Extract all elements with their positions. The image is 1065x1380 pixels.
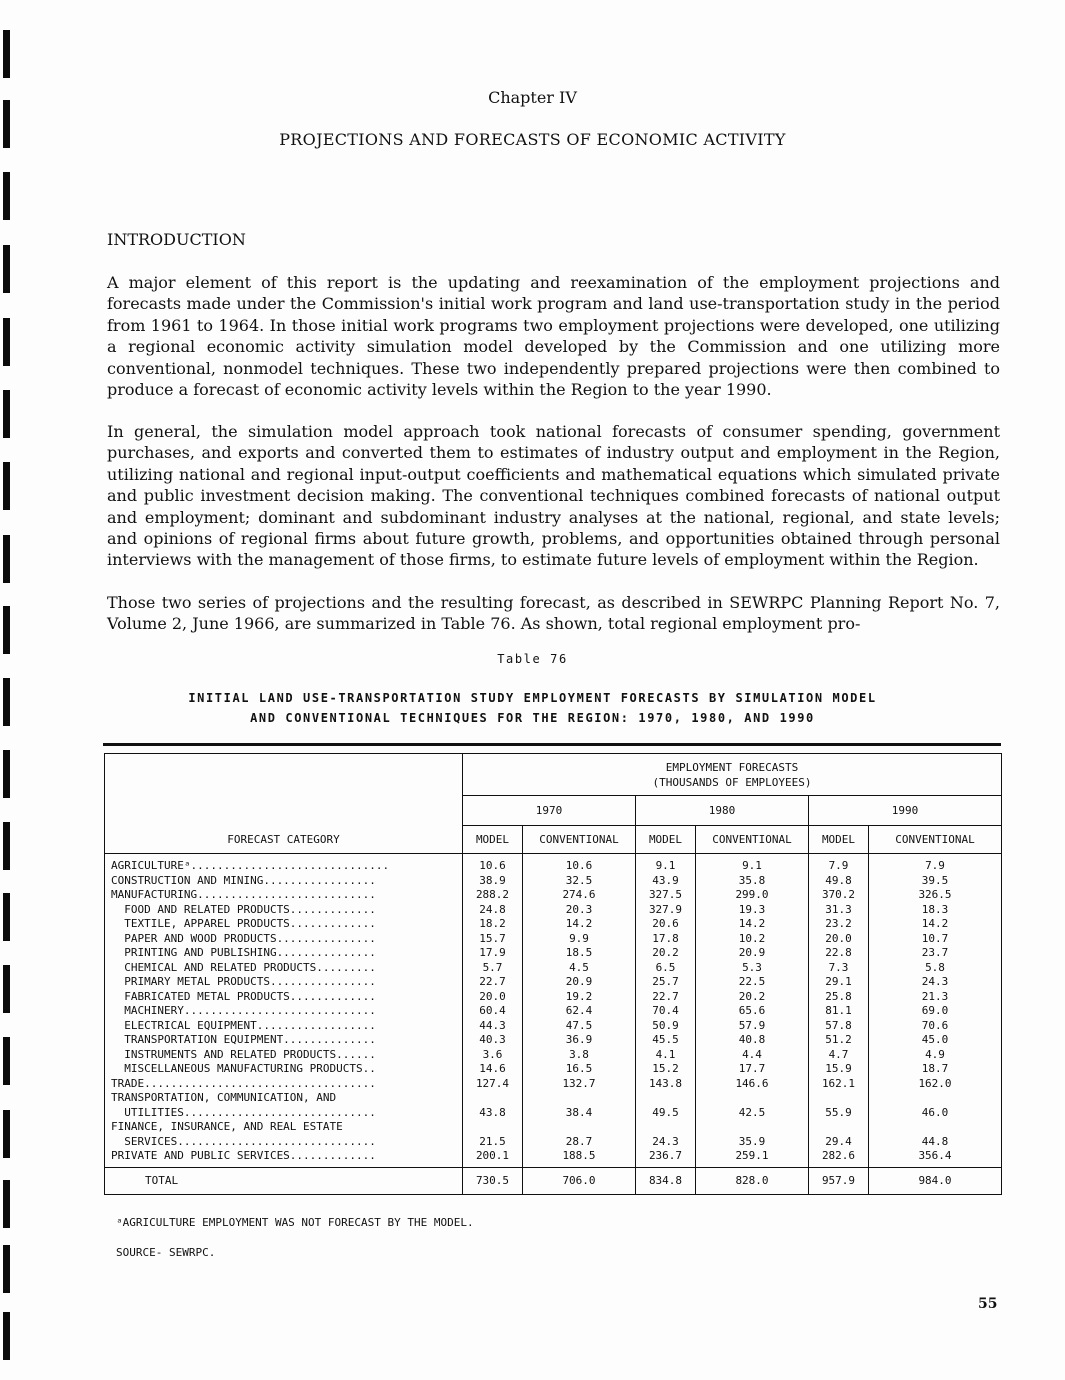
table-cell-line: 20.2 <box>652 946 679 959</box>
table-cell-line: 4.4 <box>742 1047 762 1061</box>
table-cell-line: 259.1 <box>735 1149 769 1162</box>
conventional-header: CONVENTIONAL <box>869 826 1002 854</box>
binder-mark <box>3 893 10 941</box>
binder-mark <box>3 1110 10 1158</box>
table-cell-line: 18.7 <box>921 1062 949 1075</box>
values-1990-model <box>809 854 869 1168</box>
table-cell-line: 327.5 <box>648 888 683 901</box>
binder-mark <box>3 245 10 293</box>
table-cell-line: 146.6 <box>735 1076 769 1090</box>
page-number: 55 <box>978 1296 998 1312</box>
table-cell-line: PRIVATE AND PUBLIC SERVICES............. <box>111 1149 376 1162</box>
table-cell-line: TRADE................................... <box>111 1076 376 1090</box>
binder-mark <box>3 822 10 870</box>
table-cell-line: 14.6 <box>479 1062 506 1075</box>
table-cell-line: 282.6 <box>821 1149 856 1162</box>
table-cell-line: PRIMARY METAL PRODUCTS................ <box>111 975 376 988</box>
table-cell-line <box>696 1091 808 1106</box>
table-cell-line: CONSTRUCTION AND MINING................. <box>111 873 376 887</box>
table-cell-line: FINANCE, INSURANCE, AND REAL ESTATE <box>111 1120 343 1133</box>
table-label: Table 76 <box>497 652 568 666</box>
table-cell-line: 15.9 <box>825 1062 852 1075</box>
table-cell-line: 16.5 <box>565 1062 593 1075</box>
table-cell-line: AGRICULTUREᵃ.............................. <box>111 859 390 872</box>
source-note: SOURCE- SEWRPC. <box>116 1246 216 1259</box>
table-cell-line: 57.8 <box>825 1018 852 1032</box>
paragraph: In general, the simulation model approach took national forecasts of consumer spending, government purchases, and exports and converted them to estimates of industry output and employment in the Region, utilizing national and regional input-output coefficients and mathematical equations which simulated private and public investment decision making. The conventional techniques combined forecasts of national output and employment; dominant and subdominant industry analyses at the national, regional, and state levels; and opinions of regional firms about future growth, problems, and opportunities obtained through personal interviews with the management of those firms, to estimate future levels of employment within the Region. <box>107 422 1000 570</box>
table-top-rule <box>103 743 1001 746</box>
table-cell-line <box>523 1091 635 1106</box>
value-lines <box>523 859 635 1164</box>
values-1980-conventional <box>696 854 809 1168</box>
table-cell-line: 29.4 <box>825 1134 852 1148</box>
table-cell-line: 44.3 <box>479 1018 506 1032</box>
table-cell-line: 35.9 <box>738 1134 766 1148</box>
total-value: 957.9 <box>809 1167 869 1194</box>
table-cell-line: 356.4 <box>918 1149 952 1162</box>
value-lines <box>869 859 1001 1164</box>
table-cell-line: 19.3 <box>738 902 766 916</box>
table-cell-line: 38.4 <box>565 1105 593 1119</box>
table-cell-line: 31.3 <box>825 902 852 916</box>
binder-mark <box>3 318 10 366</box>
table-cell-line: 47.5 <box>565 1018 593 1032</box>
table-cell-line: 24.3 <box>921 975 949 988</box>
table-cell-line: 21.3 <box>921 989 949 1003</box>
table-cell-line: 62.4 <box>565 1004 593 1017</box>
binder-mark <box>3 535 10 583</box>
value-lines <box>463 859 522 1164</box>
year-header-1970: 1970 <box>463 796 636 826</box>
binder-mark <box>3 462 10 510</box>
table-cell-line: 39.5 <box>921 873 949 887</box>
table-cell-line: TRANSPORTATION, COMMUNICATION, AND <box>111 1091 337 1104</box>
table-cell-line: 5.8 <box>925 960 945 974</box>
table-cell-line: 22.7 <box>652 989 679 1003</box>
table-cell-line: 40.3 <box>479 1033 506 1046</box>
total-value: 828.0 <box>696 1167 809 1194</box>
table-cell-line: 236.7 <box>648 1149 683 1162</box>
table-cell-line: 24.8 <box>479 902 506 916</box>
table-cell-line: 18.2 <box>479 917 506 930</box>
table-cell-line: 22.8 <box>825 946 852 959</box>
table-cell-line: 9.1 <box>742 859 762 872</box>
table-cell-line: 14.2 <box>921 917 949 930</box>
table-cell-line: 10.7 <box>921 931 949 945</box>
table-cell-line: 70.6 <box>921 1018 949 1032</box>
table-cell-line: 38.9 <box>479 873 506 887</box>
value-lines <box>696 859 808 1164</box>
table-cell-line: 21.5 <box>479 1134 506 1148</box>
model-header: MODEL <box>463 826 523 854</box>
binder-mark <box>3 965 10 1013</box>
employment-forecasts-header <box>463 754 1002 796</box>
table-cell-line: 20.3 <box>565 902 593 916</box>
table-cell-line <box>636 1120 695 1135</box>
table-cell-line: 42.5 <box>738 1105 766 1119</box>
table-cell-line: 50.9 <box>652 1018 679 1032</box>
table-cell-line: 9.1 <box>655 859 676 872</box>
category-column-header: FORECAST CATEGORY <box>105 754 463 854</box>
binder-mark <box>3 390 10 438</box>
table-cell-line: 25.8 <box>825 989 852 1003</box>
table-cell-line: SERVICES.............................. <box>111 1134 376 1148</box>
table-cell-line: 200.1 <box>475 1149 510 1162</box>
table-cell-line: 3.8 <box>569 1047 589 1061</box>
table-cell-line: 57.9 <box>738 1018 766 1032</box>
table-cell-line: 327.9 <box>648 902 683 916</box>
table-cell-line: 69.0 <box>921 1004 949 1017</box>
conventional-header: CONVENTIONAL <box>523 826 636 854</box>
table-cell-line: 32.5 <box>565 873 593 887</box>
footnote: ᵃAGRICULTURE EMPLOYMENT WAS NOT FORECAST BY THE MODEL. <box>116 1216 474 1229</box>
table-cell-line: 22.7 <box>479 975 506 988</box>
table-cell-line: 4.5 <box>569 960 589 974</box>
table-cell-line: 17.8 <box>652 931 679 945</box>
table-cell-line: UTILITIES............................. <box>111 1105 376 1119</box>
values-1980-model <box>636 854 696 1168</box>
table-cell-line: 19.2 <box>565 989 593 1003</box>
binder-mark <box>3 1180 10 1228</box>
table-cell-line: 3.6 <box>482 1047 503 1061</box>
binder-mark <box>3 1037 10 1085</box>
table-cell-line: 4.1 <box>655 1047 676 1061</box>
table-cell-line: 81.1 <box>825 1004 852 1017</box>
table-cell-line <box>809 1091 868 1106</box>
table-cell-line: 23.7 <box>921 946 949 959</box>
table-cell-line: 7.9 <box>828 859 849 872</box>
table-cell-line: 40.8 <box>738 1033 766 1046</box>
table-cell-line: 10.6 <box>565 859 593 872</box>
header-line: (THOUSANDS OF EMPLOYEES) <box>652 775 812 789</box>
table-cell-line: 43.9 <box>652 873 679 887</box>
table-cell-line: 29.1 <box>825 975 852 988</box>
table-cell-line: 10.6 <box>479 859 506 872</box>
binder-mark <box>3 1312 10 1360</box>
model-header: MODEL <box>809 826 869 854</box>
table-cell-line <box>809 1120 868 1135</box>
table-cell-line: MANUFACTURING........................... <box>111 888 376 901</box>
table-cell-line: MACHINERY............................. <box>111 1004 376 1017</box>
table-cell-line: 65.6 <box>738 1004 766 1017</box>
table-cell-line: 23.2 <box>825 917 852 930</box>
table-cell-line: FOOD AND RELATED PRODUCTS............. <box>111 902 376 916</box>
table-cell-line: 49.8 <box>825 873 852 887</box>
total-value: 984.0 <box>869 1167 1002 1194</box>
table-cell-line: 55.9 <box>825 1105 852 1119</box>
year-header-1980: 1980 <box>636 796 809 826</box>
table-cell-line <box>869 1091 1001 1106</box>
table-title-line: INITIAL LAND USE-TRANSPORTATION STUDY EMPLOYMENT FORECASTS BY SIMULATION MODEL <box>188 691 877 705</box>
table-cell-line <box>696 1120 808 1135</box>
value-lines <box>809 859 868 1164</box>
header-line: EMPLOYMENT FORECASTS <box>665 760 799 774</box>
table-cell-line: 70.4 <box>652 1004 679 1017</box>
table-cell-line: 20.6 <box>652 917 679 930</box>
table-cell-line: 162.1 <box>821 1076 856 1090</box>
binder-mark <box>3 1245 10 1293</box>
table-cell-line: 17.9 <box>479 946 506 959</box>
table-cell-line: CHEMICAL AND RELATED PRODUCTS......... <box>111 960 376 974</box>
paragraph: Those two series of projections and the resulting forecast, as described in SEWRPC Planning Report No. 7, Volume 2, June 1966, are summarized in Table 76. As shown, total regional employment pro- <box>107 593 1000 634</box>
table-cell-line <box>523 1120 635 1135</box>
binder-mark <box>3 606 10 654</box>
total-value: 706.0 <box>523 1167 636 1194</box>
table-cell-line: 132.7 <box>562 1076 596 1090</box>
table-cell-line <box>869 1120 1001 1135</box>
table-cell-line: 45.0 <box>921 1033 949 1046</box>
table-cell-line: 25.7 <box>652 975 679 988</box>
table-cell-line: 5.3 <box>742 960 762 974</box>
table-cell-line: TEXTILE, APPAREL PRODUCTS............. <box>111 917 376 930</box>
table-cell-line: 36.9 <box>565 1033 593 1046</box>
table-cell-line: 188.5 <box>562 1149 596 1162</box>
table-cell-line: 14.2 <box>738 917 766 930</box>
table-cell-line: 4.9 <box>925 1047 945 1061</box>
values-1970-conventional <box>523 854 636 1168</box>
table-cell-line: 7.9 <box>925 859 945 872</box>
table-title <box>0 688 1065 728</box>
table-cell-line: 288.2 <box>475 888 510 901</box>
table-cell-line: 299.0 <box>735 888 769 901</box>
table-cell-line: 4.7 <box>828 1047 849 1061</box>
table-cell-line: 22.5 <box>738 975 766 988</box>
table-cell-line: 20.9 <box>738 946 766 959</box>
table-cell-line: 28.7 <box>565 1134 593 1148</box>
table-cell-line: 44.8 <box>921 1134 949 1148</box>
table-cell-line: 51.2 <box>825 1033 852 1046</box>
model-header: MODEL <box>636 826 696 854</box>
table-cell-line <box>636 1091 695 1106</box>
table-cell-line: 18.3 <box>921 902 949 916</box>
table-cell-line: 18.5 <box>565 946 593 959</box>
table-cell-line: 370.2 <box>821 888 856 901</box>
year-header-1990: 1990 <box>809 796 1002 826</box>
table-cell-line: TRANSPORTATION EQUIPMENT.............. <box>111 1033 376 1046</box>
values-1990-conventional <box>869 854 1002 1168</box>
table-cell-line: ELECTRICAL EQUIPMENT.................. <box>111 1018 376 1032</box>
table-cell-line: INSTRUMENTS AND RELATED PRODUCTS...... <box>111 1047 376 1061</box>
chapter-title: PROJECTIONS AND FORECASTS OF ECONOMIC ACTIVITY <box>279 130 786 149</box>
table-cell-line: 162.0 <box>918 1076 952 1090</box>
binder-mark <box>3 30 10 78</box>
table-cell-line: 15.2 <box>652 1062 679 1075</box>
table-cell-line: 46.0 <box>921 1105 949 1119</box>
binder-mark <box>3 172 10 220</box>
table-cell-line: 49.5 <box>652 1105 679 1119</box>
table-cell-line: PRINTING AND PUBLISHING............... <box>111 946 376 959</box>
chapter-label: Chapter IV <box>488 88 577 107</box>
table-cell-line: 45.5 <box>652 1033 679 1046</box>
table-cell-line: FABRICATED METAL PRODUCTS............. <box>111 989 376 1003</box>
table-cell-line: 5.7 <box>482 960 503 974</box>
table-cell-line: 43.8 <box>479 1105 506 1119</box>
table-cell-line: 15.7 <box>479 931 506 945</box>
paragraph: A major element of this report is the updating and reexamination of the employment projections and forecasts made under the Commission's initial work program and land use-transportation study in the period from 1961 to 1964. In those initial work programs two employment projections were developed, one utilizing a regional economic activity simulation model developed by the Commission and one utilizing more conventional, nonmodel techniques. These two independently prepared projections were then combined to produce a forecast of economic activity levels within the Region to the year 1990. <box>107 273 1000 400</box>
table-cell-line: 20.0 <box>479 989 506 1003</box>
table-cell-line: 14.2 <box>565 917 593 930</box>
table-title-line: AND CONVENTIONAL TECHNIQUES FOR THE REGION: 1970, 1980, AND 1990 <box>250 711 815 725</box>
total-value: 834.8 <box>636 1167 696 1194</box>
section-heading: INTRODUCTION <box>107 230 246 249</box>
value-lines <box>636 859 695 1164</box>
table-cell-line: 20.9 <box>565 975 593 988</box>
binder-mark <box>3 750 10 798</box>
table-cell-line: 10.2 <box>738 931 766 945</box>
category-lines <box>111 859 458 1164</box>
total-label: TOTAL <box>105 1167 463 1194</box>
table-cell-line: 326.5 <box>918 888 952 901</box>
table-cell-line: 17.7 <box>738 1062 766 1075</box>
table-cell-line: MISCELLANEOUS MANUFACTURING PRODUCTS.. <box>111 1062 376 1075</box>
table-cell-line: 6.5 <box>655 960 676 974</box>
table-cell-line: 127.4 <box>475 1076 510 1090</box>
table-cell-line: 60.4 <box>479 1004 506 1017</box>
category-list <box>105 854 463 1168</box>
table-cell-line: 20.0 <box>825 931 852 945</box>
table-cell-line: PAPER AND WOOD PRODUCTS............... <box>111 931 376 945</box>
table-cell-line: 20.2 <box>738 989 766 1003</box>
table-cell-line: 35.8 <box>738 873 766 887</box>
total-value: 730.5 <box>463 1167 523 1194</box>
table-cell-line: 9.9 <box>569 931 589 945</box>
table-cell-line: 143.8 <box>648 1076 683 1090</box>
table-cell-line <box>463 1120 522 1135</box>
table-cell-line <box>463 1091 522 1106</box>
table-cell-line: 274.6 <box>562 888 596 901</box>
employment-forecast-table <box>104 753 1002 1195</box>
conventional-header: CONVENTIONAL <box>696 826 809 854</box>
table-cell-line: 7.3 <box>828 960 849 974</box>
table-cell-line: 24.3 <box>652 1134 679 1148</box>
values-1970-model <box>463 854 523 1168</box>
